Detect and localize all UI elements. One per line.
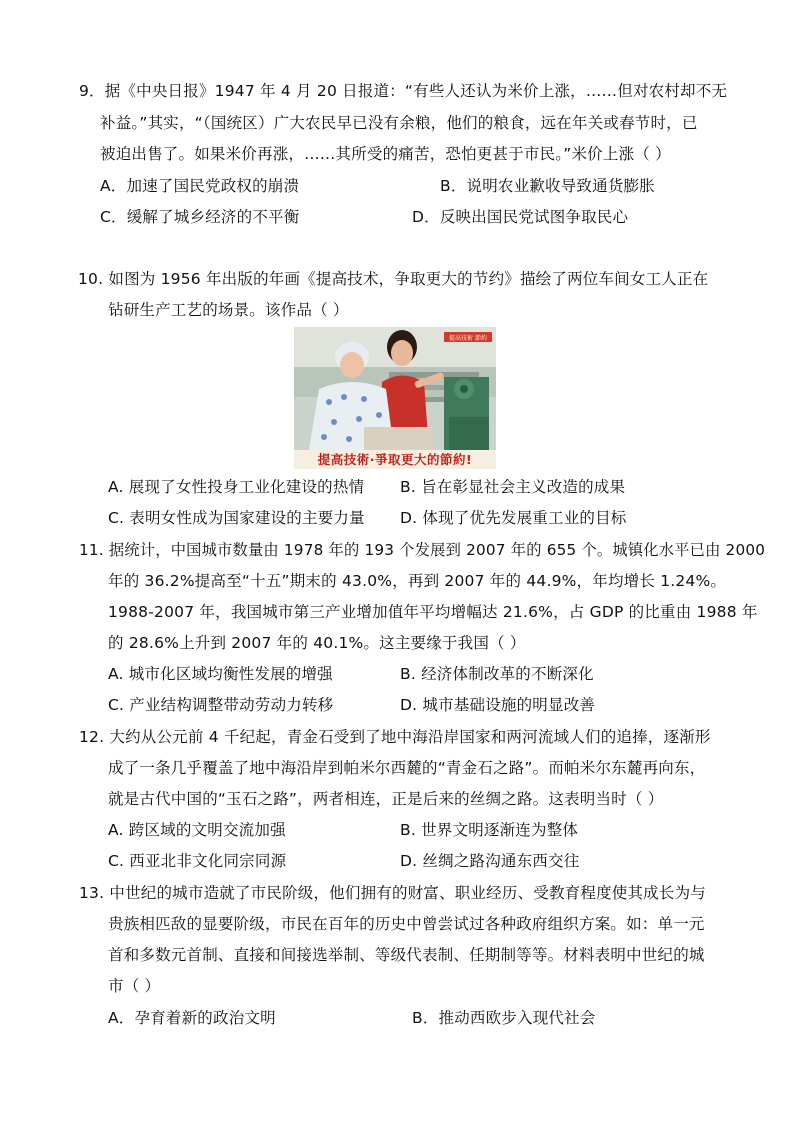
q13-stem-line4: 市（ ） <box>108 977 161 995</box>
q11-option-d[interactable]: D. 城市基础设施的明显改善 <box>400 696 596 714</box>
q9-option-c[interactable]: C．缓解了城乡经济的不平衡 <box>100 208 300 226</box>
q12-stem-line3: 就是古代中国的“玉石之路”，两者相连，正是后来的丝绸之路。这表明当时（ ） <box>108 790 664 808</box>
q9-option-d[interactable]: D．反映出国民党试图争取民心 <box>412 208 629 226</box>
poster-image <box>294 327 496 469</box>
q13-stem-line1: 13. 中世纪的城市造就了市民阶级，他们拥有的财富、职业经历、受教育程度使其成长为与 <box>79 884 706 902</box>
q10-stem-line2: 钻研生产工艺的场景。该作品（ ） <box>108 301 349 319</box>
poster-caption: 提高技術·爭取更大的節約! <box>294 450 496 469</box>
q9-stem-line2: 补益。”其实，“（国统区）广大农民早已没有余粮，他们的粮食，远在年关或春节时，已 <box>100 114 698 132</box>
q10-option-c[interactable]: C. 表明女性成为国家建设的主要力量 <box>108 509 365 527</box>
q12-stem-line2: 成了一条几乎覆盖了地中海沿岸到帕米尔西麓的“青金石之路”。而帕米尔东麓再向东， <box>108 759 706 777</box>
q13-option-a[interactable]: A．孕育着新的政治文明 <box>108 1009 276 1027</box>
q10-option-d[interactable]: D. 体现了优先发展重工业的目标 <box>400 509 627 527</box>
q9-option-b[interactable]: B．说明农业歉收导致通货膨胀 <box>440 177 655 195</box>
q9-stem-line3: 被迫出售了。如果米价再涨，……其所受的痛苦，恐怕更甚于市民。”米价上涨（ ） <box>100 145 671 163</box>
q13-stem-line3: 首和多数元首制、直接和间接选举制、等级代表制、任期制等等。材料表明中世纪的城 <box>108 946 705 964</box>
q10-option-b[interactable]: B. 旨在彰显社会主义改造的成果 <box>400 478 626 496</box>
q11-option-b[interactable]: B. 经济体制改革的不断深化 <box>400 665 594 683</box>
q12-option-c[interactable]: C. 西亚北非文化同宗同源 <box>108 852 287 870</box>
poster-banner-text: 提高技術 節約 <box>449 335 487 342</box>
q11-option-c[interactable]: C. 产业结构调整带动劳动力转移 <box>108 696 334 714</box>
q12-option-a[interactable]: A. 跨区域的文明交流加强 <box>108 821 286 839</box>
q12-option-d[interactable]: D. 丝绸之路沟通东西交往 <box>400 852 580 870</box>
q10-stem-line1: 10. 如图为 1956 年出版的年画《提高技术，争取更大的节约》描绘了两位车间女工人正在 <box>78 270 709 288</box>
poster-illustration <box>294 327 496 450</box>
q12-stem-line1: 12. 大约从公元前 4 千纪起，青金石受到了地中海沿岸国家和两河流域人们的追捧，逐渐形 <box>79 728 711 746</box>
q11-stem-line3: 1988-2007 年，我国城市第三产业增加值年平均增幅达 21.6%，占 GDP 的比重由 1988 年 <box>108 603 758 621</box>
q13-stem-line2: 贵族相匹敌的显要阶级，市民在百年的历史中曾尝试过各种政府组织方案。如：单一元 <box>108 915 705 933</box>
q11-option-a[interactable]: A. 城市化区域均衡性发展的增强 <box>108 665 333 683</box>
q11-stem-line1: 11. 据统计，中国城市数量由 1978 年的 193 个发展到 2007 年的 655 个。城镇化水平已由 2000 <box>79 541 766 559</box>
q9-stem-line1: 9．据《中央日报》1947 年 4 月 20 日报道：“有些人还认为米价上涨，……但对农村却不无 <box>79 82 728 100</box>
q10-option-a[interactable]: A. 展现了女性投身工业化建设的热情 <box>108 478 365 496</box>
q11-stem-line2: 年的 36.2%提高至“十五”期末的 43.0%，再到 2007 年的 44.9%，年均增长 1.24%。 <box>108 572 727 590</box>
q13-option-b[interactable]: B．推动西欧步入现代社会 <box>412 1009 596 1027</box>
q12-option-b[interactable]: B. 世界文明逐渐连为整体 <box>400 821 579 839</box>
q9-option-a[interactable]: A．加速了国民党政权的崩溃 <box>100 177 300 195</box>
q11-stem-line4: 的 28.6%上升到 2007 年的 40.1%。这主要缘于我国（ ） <box>108 634 526 652</box>
